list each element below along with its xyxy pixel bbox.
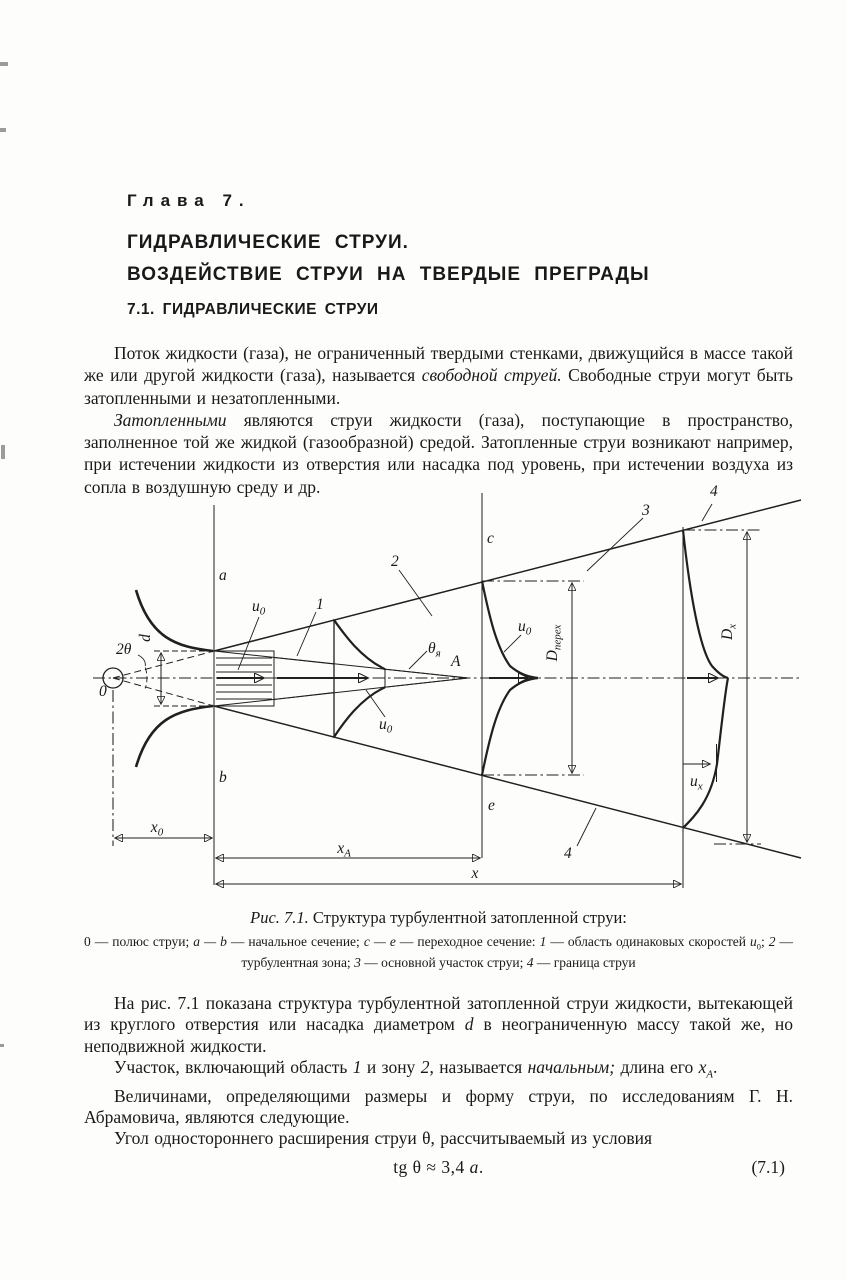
scan-artifact: [1, 445, 5, 459]
main-section-3-label: 3: [642, 502, 650, 519]
dim-xa-label: $x_A$: [337, 840, 351, 860]
velocity-profile-initial-curve-upper: [334, 620, 385, 669]
equation-expression: tg θ ≈ 3,4 a.: [393, 1157, 484, 1177]
jet-diameter-x-label: $D_x$: [719, 623, 739, 641]
intro-paragraphs: [84, 342, 793, 498]
u0-initial-leader: [366, 690, 385, 717]
paragraph: Величинами, определяющими размеры и форму струи, по исследованиям Г. Н. Абрамовича, являются следующие.: [84, 1085, 793, 1127]
zone-2-label: 2: [391, 553, 399, 570]
angle-label-leader: [138, 655, 145, 666]
equation-7-1-row: [84, 1157, 793, 1178]
u0-transition-label: $u_0$: [518, 618, 532, 638]
scan-artifact: [0, 128, 6, 132]
section-e-label: е: [488, 797, 495, 814]
velocity-profile-main-curve-upper: [683, 530, 728, 678]
main-section-3-leader: [587, 518, 643, 571]
zone-2-leader: [399, 570, 432, 616]
u0-initial-label: $u_0$: [379, 716, 393, 736]
chapter-label: Глава 7.: [127, 191, 251, 210]
nozzle-wall-lower: [136, 706, 213, 767]
theta-core-leader: [409, 651, 427, 669]
scan-artifact: [0, 1044, 4, 1047]
paragraph: Участок, включающий область 1 и зону 2, называется начальным; длина его $x_A$.: [114, 1056, 718, 1081]
section-heading: 7.1. ГИДРАВЛИЧЕСКИЕ СТРУИ: [127, 301, 379, 318]
paragraph: Угол одностороннего расширения струи θ, рассчитываемый из условия: [114, 1128, 653, 1149]
section-a-label: а: [219, 567, 227, 584]
velocity-profile-initial-curve-lower: [334, 687, 385, 737]
u0-transition-leader: [504, 635, 521, 652]
velocity-profile-transition-curve-lower: [482, 678, 538, 775]
pole-boundary-extension-lower: [113, 678, 214, 706]
velocity-profile-main-curve-lower: [683, 678, 728, 828]
figure-caption-body: 0 — полюс струи; а — b — начальное сечение; с — е — переходное сечение: 1 — область одинаковых скоростей $u_0$; 2 — турбулентная зона; 3 — основной участок струи; 4 — граница струи: [84, 934, 794, 971]
paragraph: На рис. 7.1 показана структура турбулентной затопленной струи жидкости, вытекающей из круглого отверстия или насадка диаметром d в неограниченную массу такой же, но неподвижной жидкости.: [84, 993, 793, 1056]
boundary-4-top-label: 4: [710, 483, 718, 500]
section-c-label: с: [487, 530, 494, 547]
boundary-4-bottom-label: 4: [564, 845, 572, 862]
region-1-leader: [297, 612, 316, 656]
chapter-title-line-2: ВОЗДЕЙСТВИЕ СТРУИ НА ТВЕРДЫЕ ПРЕГРАДЫ: [127, 264, 650, 285]
boundary-4-top-leader: [702, 504, 712, 521]
u0-inlet-label: $u_0$: [252, 598, 266, 618]
pole-label: 0: [99, 683, 107, 700]
paragraph: Поток жидкости (газа), не ограниченный твердыми стенками, движущийся в массе такой же или другой жидкости (газа), называется свободной струей. Свободные струи могут быть затопленными и незатопленными.: [84, 343, 794, 408]
figure-7-1-diagram: [0, 480, 846, 895]
section-b-label: b: [219, 769, 227, 786]
dim-x-label: x: [471, 865, 479, 882]
point-a-label: А: [451, 653, 461, 670]
figure-caption-title: Рис. 7.1. Структура турбулентной затопленной струи:: [250, 908, 627, 927]
scan-artifact: [0, 62, 8, 66]
theta-core-angle-label: $\theta_я$: [428, 640, 441, 660]
jet-boundary-upper: [214, 500, 801, 651]
paragraph: Затопленными являются струи жидкости (газа), поступающие в пространство, заполненное той же жидкой (газообразной) средой. Затопленные струи возникают например, при истечении жидкости из отверстия или насадка под уровень, при истечении воздуха из сопла в воздушную среду и др.: [84, 409, 793, 497]
equation-number: (7.1): [751, 1157, 785, 1177]
chapter-title-line-1: ГИДРАВЛИЧЕСКИЕ СТРУИ.: [127, 232, 409, 253]
transition-diameter-label: $D_{перех}$: [544, 624, 564, 662]
chapter-title: [127, 227, 650, 291]
boundary-4-bottom-leader: [577, 808, 596, 846]
velocity-ux-label: $u_x$: [690, 773, 703, 793]
dim-x0-label: $x_0$: [150, 819, 164, 839]
discussion-paragraphs: [84, 993, 793, 1150]
diameter-d-label: d: [137, 634, 154, 642]
angle-2theta-label: 2θ: [116, 641, 132, 658]
region-1-label: 1: [316, 596, 324, 613]
